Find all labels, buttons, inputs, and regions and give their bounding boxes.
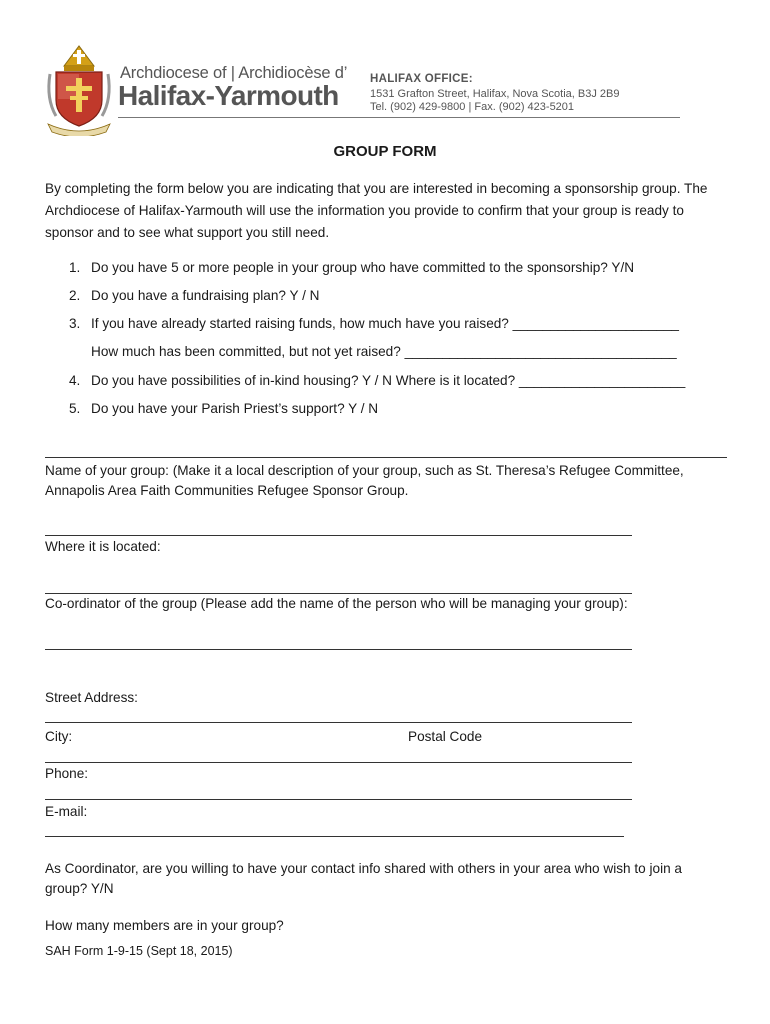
phone-label: Phone: — [45, 766, 89, 781]
question-3 — [69, 315, 679, 333]
question-3-followup: How much has been committed, but not yet raised? ____________________________________ — [91, 344, 677, 359]
form-title: GROUP FORM — [333, 143, 437, 160]
office-phone: Tel. (902) 429-9800 | Fax. (902) 423-5201 — [370, 101, 575, 113]
coordinator-label: Co-ordinator of the group (Please add the name of the person who will be managing your group): — [45, 596, 628, 611]
street-address-label: Street Address: — [45, 690, 138, 705]
city-label: City: — [45, 729, 73, 744]
group-name-field[interactable] — [45, 535, 632, 536]
question-number: 5. — [69, 401, 81, 416]
office-title: HALIFAX OFFICE: — [370, 73, 473, 85]
org-name-line1: Archdiocese of | Archidiocèse d’ — [120, 64, 348, 82]
street-address-field[interactable] — [45, 722, 632, 723]
question-number: 4. — [69, 373, 81, 388]
header-divider — [118, 117, 680, 118]
email-field[interactable] — [45, 836, 624, 837]
share-contact-question: As Coordinator, are you willing to have your contact info shared with others in your area who wish to join a group? Y/N — [45, 861, 682, 896]
office-address: 1531 Grafton Street, Halifax, Nova Scotia, B3J 2B9 — [370, 88, 620, 100]
question-2 — [69, 287, 319, 305]
question-text: Do you have a fundraising plan? Y / N — [91, 288, 320, 303]
group-name-label: Name of your group: (Make it a local description of your group, such as St. Theresa’s Refugee Committee, Annapolis Area Faith Communities Refugee Sponsor Group. — [45, 463, 684, 498]
question-number: 3. — [69, 316, 81, 331]
members-question: How many members are in your group? — [45, 918, 284, 933]
question-text: Do you have 5 or more people in your group who have committed to the sponsorship? Y/N — [91, 260, 635, 275]
question-number: 1. — [69, 260, 81, 275]
phone-field[interactable] — [45, 799, 632, 800]
city-postal-field[interactable] — [45, 762, 632, 763]
question-text: If you have already started raising funds, how much have you raised? ______________________ — [91, 316, 679, 331]
question-text: Do you have possibilities of in-kind housing? Y / N Where is it located? ______________________ — [91, 373, 686, 388]
question-text: Do you have your Parish Priest’s support? Y / N — [91, 401, 379, 416]
intro-paragraph: By completing the form below you are indicating that you are interested in becoming a sponsorship group. The Archdiocese of Halifax-Yarmouth will use the information you provide to confirm that your group is ready to sponsor and to see what support you still need. — [45, 181, 708, 240]
question-1 — [69, 259, 634, 277]
postal-code-label: Postal Code — [408, 729, 483, 744]
coordinator-field[interactable] — [45, 649, 632, 650]
question-5 — [69, 400, 378, 418]
section-divider — [45, 457, 727, 458]
question-4 — [69, 372, 685, 390]
question-number: 2. — [69, 288, 81, 303]
form-footer: SAH Form 1-9-15 (Sept 18, 2015) — [45, 944, 233, 958]
location-label: Where it is located: — [45, 539, 161, 554]
archdiocese-crest-icon — [44, 44, 114, 136]
email-label: E-mail: — [45, 804, 88, 819]
org-name-line2: Halifax-Yarmouth — [118, 80, 339, 111]
